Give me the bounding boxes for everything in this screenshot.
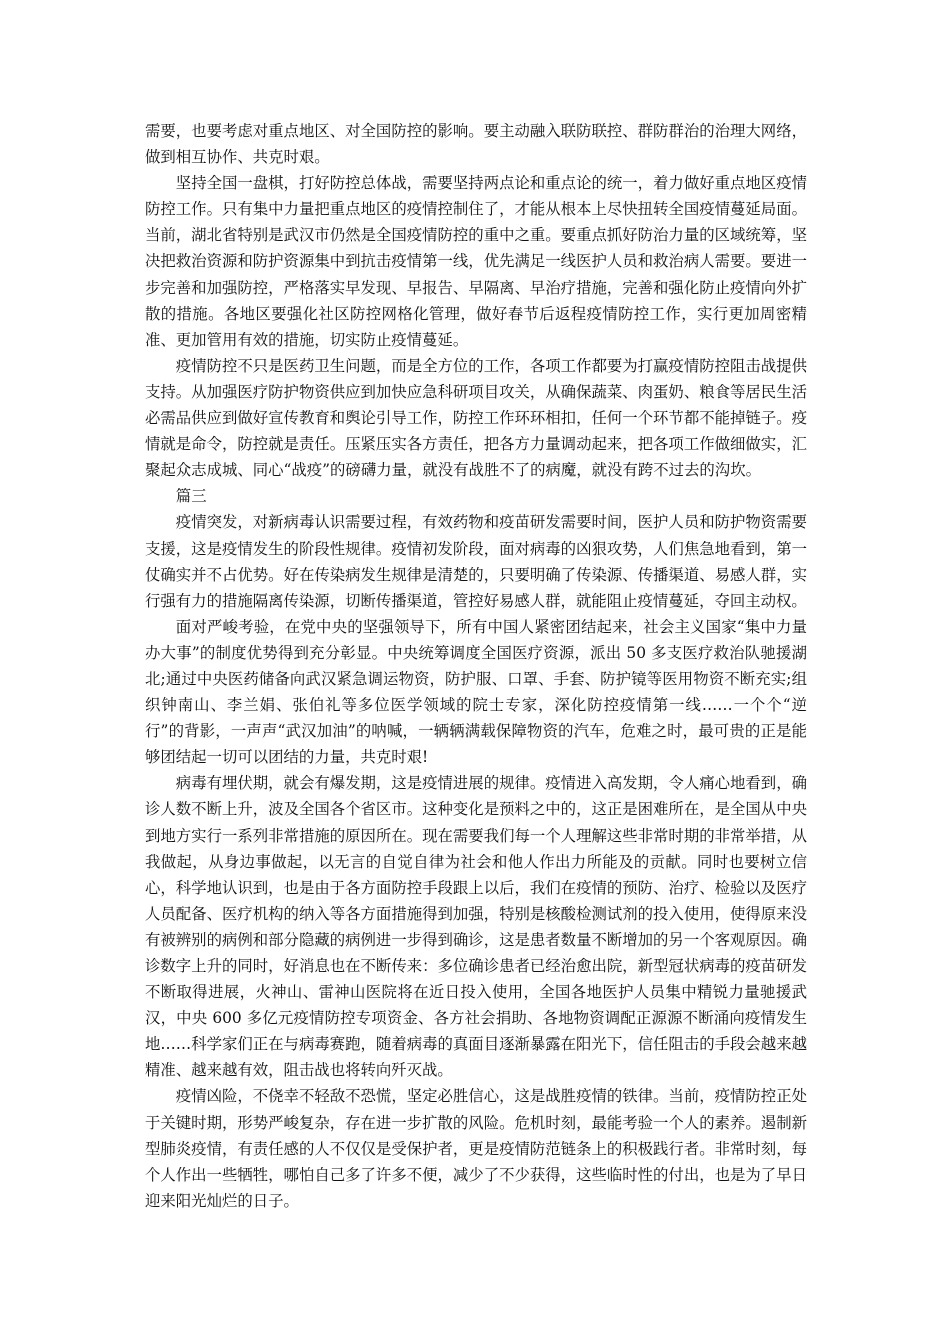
paragraph-comprehensive-work: 疫情防控不只是医药卫生问题，而是全方位的工作，各项工作都要为打赢疫情防控阻击战提供支持。从加强医疗防护物资供应到加快应急科研项目攻关，从确保蔬菜、肉蛋奶、粮食等居民生活必需品供应到做好宣传教育和舆论引导工作，防控工作环环相扣，任何一个环节都不能掉链子。疫情就是命令，防控就是责任。压紧压实各方责任，把各方力量调动起来，把各项工作做细做实，汇聚起众志成城、同心“战疫”的磅礴力量，就没有战胜不了的病魔，就没有跨不过去的沟坎。 — [145, 356, 807, 480]
paragraph-outbreak-stage: 疫情突发，对新病毒认识需要过程，有效药物和疫苗研发需要时间，医护人员和防护物资需要支援，这是疫情发生的阶段性规律。疫情初发阶段，面对病毒的凶狠攻势，人们焦急地看到，第一仗确实并不占优势。好在传染病发生规律是清楚的，只要明确了传染源、传播渠道、易感人群，实行强有力的措施隔离传染源，切断传播渠道，管控好易感人群，就能阻止疫情蔓延，夺回主动权。 — [145, 513, 807, 610]
paragraph-continuation: 需要，也要考虑对重点地区、对全国防控的影响。要主动融入联防联控、群防群治的治理大网络，做到相互协作、共克时艰。 — [145, 122, 807, 167]
paragraph-national-unity: 面对严峻考验，在党中央的坚强领导下，所有中国人紧密团结起来，社会主义国家“集中力量办大事”的制度优势得到充分彰显。中央统筹调度全国医疗资源，派出 50 多支医疗救治队驰援湖北;通过中央医药储备向武汉紧急调运物资，防护服、口罩、手套、防护镜等医用物资不断充实;组织钟南山、李兰娟、张伯礼等多位医学领域的院士专家，深化防控疫情第一线……一个个“逆行”的背影，一声声“武汉加油”的呐喊，一辆辆满载保障物资的汽车，危难之时，最可贵的正是能够团结起一切可以团结的力量，共克时艰! — [145, 617, 807, 767]
document-body — [145, 118, 807, 1214]
paragraph-outbreak-progress: 病毒有埋伏期，就会有爆发期，这是疫情进展的规律。疫情进入高发期，令人痛心地看到，确诊人数不断上升，波及全国各个省区市。这种变化是预料之中的，这正是困难所在，是全国从中央到地方实行一系列非常措施的原因所在。现在需要我们每一个人理解这些非常时期的非常举措，从我做起，从身边事做起，以无言的自觉自律为社会和他人作出力所能及的贡献。同时也要树立信心，科学地认识到，也是由于各方面防控手段跟上以后，我们在疫情的预防、治疗、检验以及医疗人员配备、医疗机构的纳入等各方面措施得到加强，特别是核酸检测试剂的投入使用，使得原来没有被辨别的病例和部分隐藏的病例进一步得到确诊，这是患者数量不断增加的另一个客观原因。确诊数字上升的同时，好消息也在不断传来：多位确诊患者已经治愈出院，新型冠状病毒的疫苗研发不断取得进展，火神山、雷神山医院将在近日投入使用，全国各地医护人员集中精锐力量驰援武汉，中央 600 多亿元疫情防控专项资金、各方社会捐助、各地物资调配正源源不断涌向疫情发生地……科学家们正在与病毒赛跑，随着病毒的真面目逐渐暴露在阳光下，信任阻击的手段会越来越精准、越来越有效，阻击战也将转向歼灭战。 — [145, 774, 807, 1080]
paragraph-confidence: 疫情凶险，不侥幸不轻敌不恐慌，坚定必胜信心，这是战胜疫情的铁律。当前，疫情防控正处于关键时期，形势严峻复杂，存在进一步扩散的风险。危机时刻，最能考验一个人的素养。遏制新型肺炎疫情，有责任感的人不仅仅是受保护者，更是疫情防范链条上的积极践行者。非常时刻，每个人作出一些牺牲，哪怕自己多了许多不便，减少了不少获得，这些临时性的付出，也是为了早日迎来阳光灿烂的日子。 — [145, 1087, 807, 1210]
section-heading: 篇三 — [175, 487, 207, 506]
paragraph-national-strategy: 坚持全国一盘棋，打好防控总体战，需要坚持两点论和重点论的统一，着力做好重点地区疫情防控工作。只有集中力量把重点地区的疫情控制住了，才能从根本上尽快扭转全国疫情蔓延局面。当前，湖北省特别是武汉市仍然是全国疫情防控的重中之重。要重点抓好防治力量的区域统筹，坚决把救治资源和防护资源集中到抗击疫情第一线，优先满足一线医护人员和救治病人需要。要进一步完善和加强防控，严格落实早发现、早报告、早隔离、早治疗措施，完善和强化防止疫情向外扩散的措施。各地区要强化社区防控网格化管理，做好春节后返程疫情防控工作，实行更加周密精准、更加管用有效的措施，切实防止疫情蔓延。 — [145, 174, 807, 349]
